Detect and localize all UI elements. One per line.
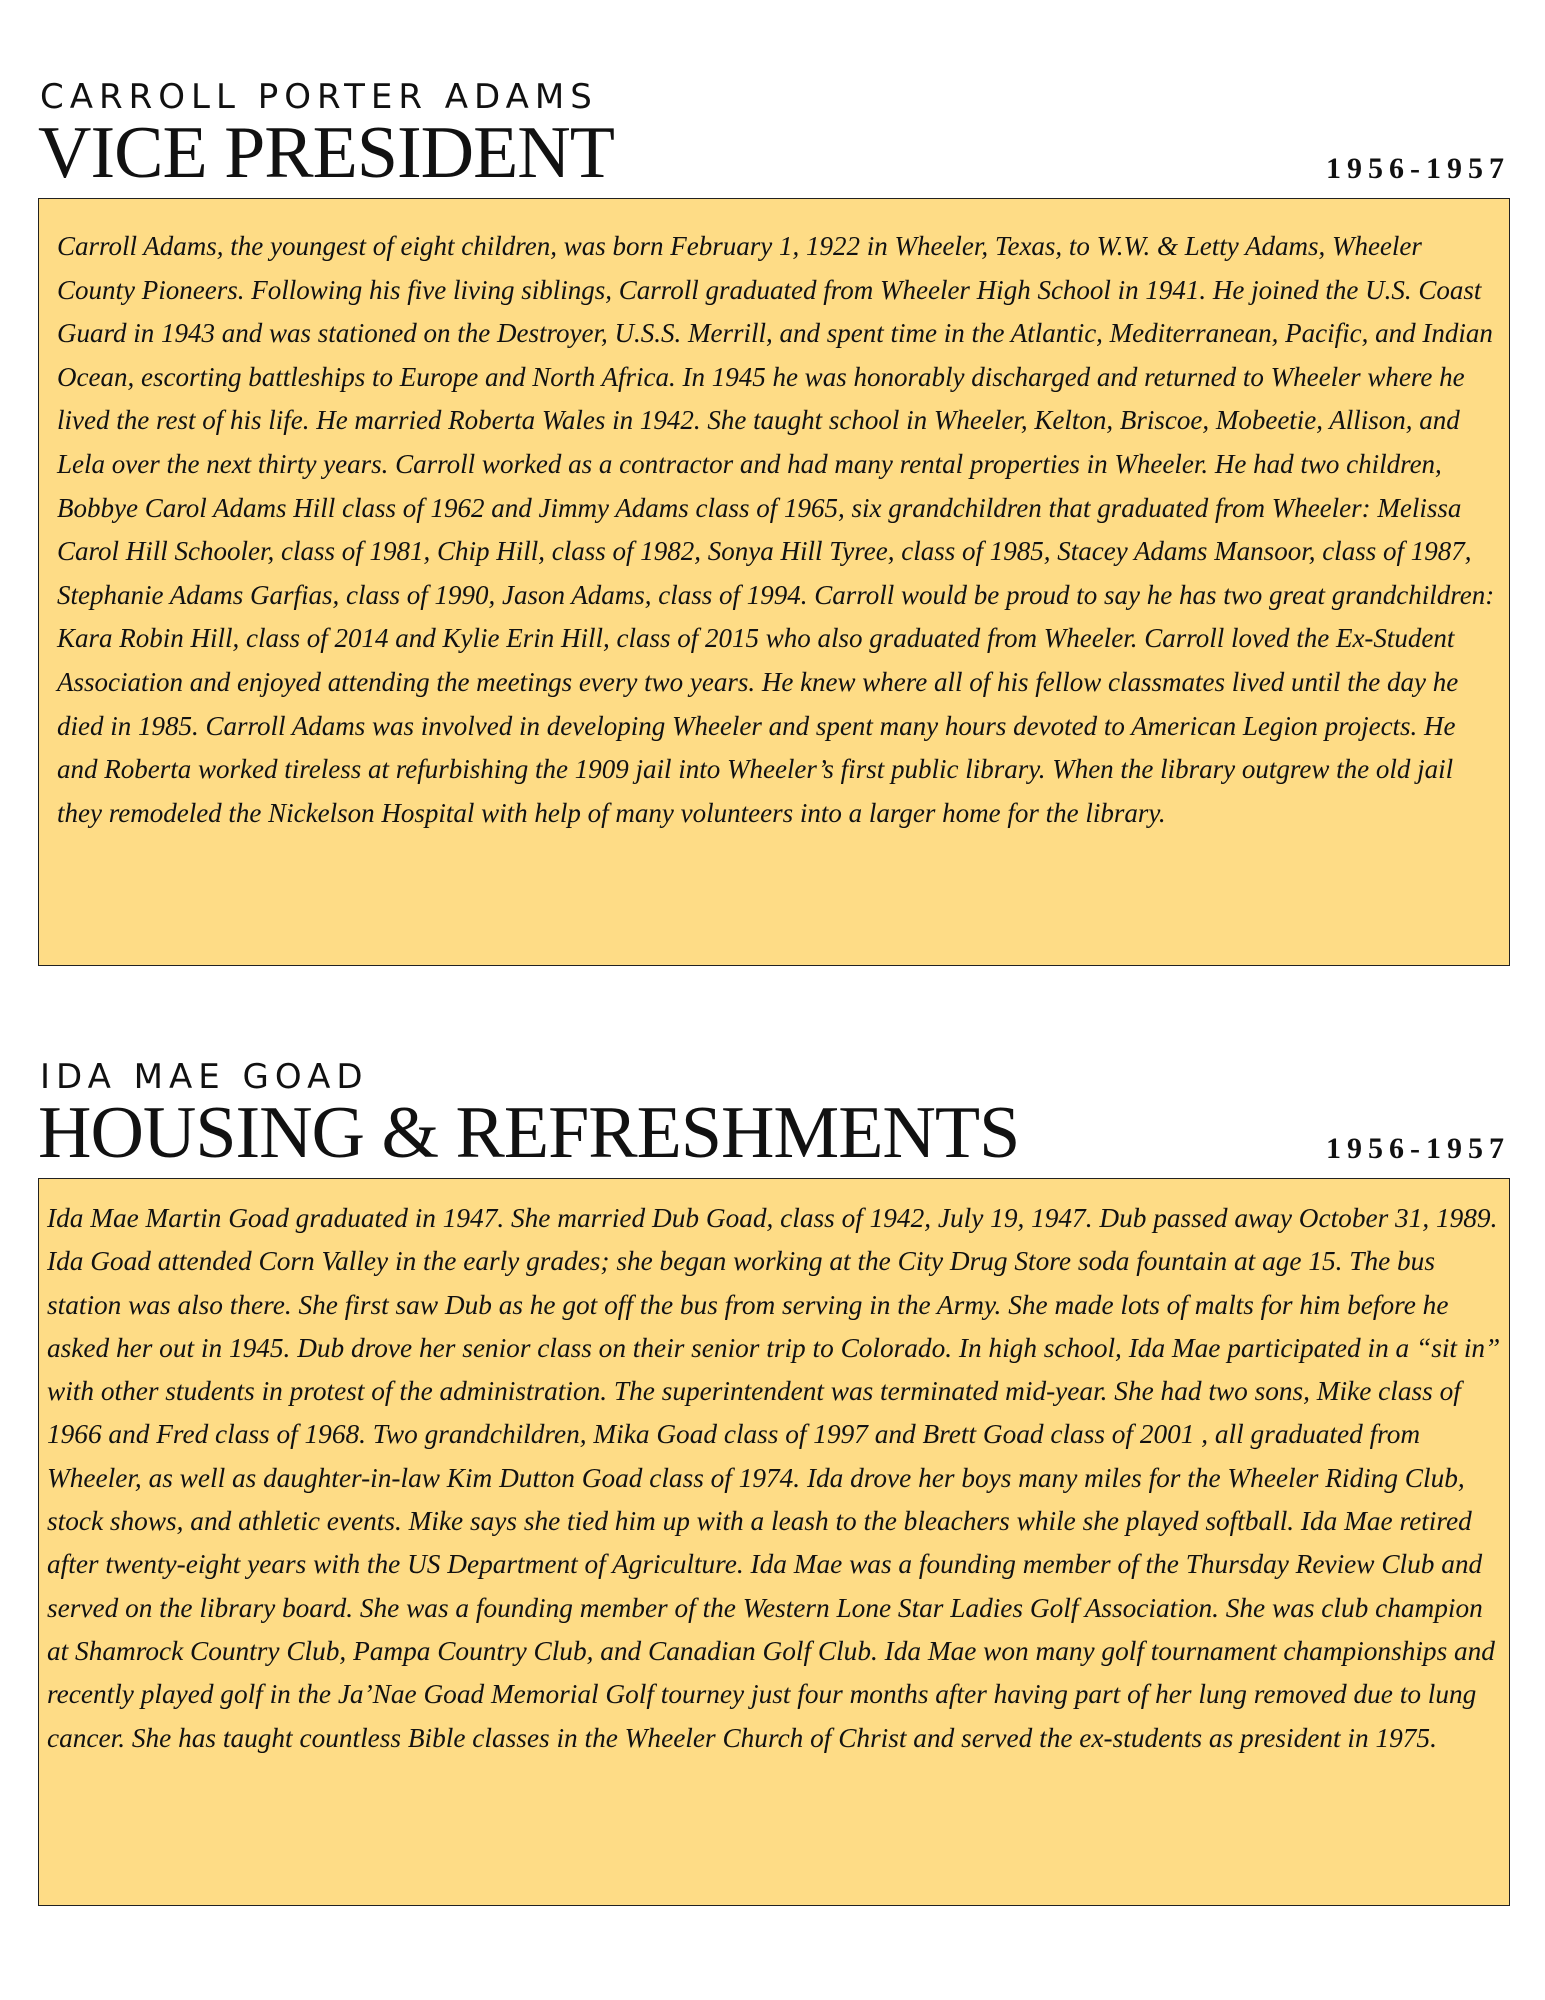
- term-years: 1956-1957: [1326, 1132, 1510, 1165]
- title-row: [38, 114, 1510, 192]
- officer-section-adams: [38, 77, 1510, 966]
- officer-role-title: VICE PRESIDENT: [38, 112, 614, 194]
- biography-box: Carroll Adams, the youngest of eight children, was born February 1, 1922 in Wheeler, Texas, to W.W. & Letty Adams, Wheeler County Pioneers. Following his five living siblings, Carroll graduated from Wheeler High School in 1941. He joined the U.S. Coast Guard in 1943 and was stationed on the Destroyer, U.S.S. Merrill, and spent time in the Atlantic, Mediterranean, Pacific, and Indian Ocean, escorting battleships to Europe and North Africa. In 1945 he was honorably discharged and returned to Wheeler where he lived the rest of his life. He married Roberta Wales in 1942. She taught school in Wheeler, Kelton, Briscoe, Mobeetie, Allison, and Lela over the next thirty years. Carroll worked as a contractor and had many rental properties in Wheeler. He had two children, Bobbye Carol Adams Hill class of 1962 and Jimmy Adams class of 1965, six grandchildren that graduated from Wheeler: Melissa Carol Hill Schooler, class of 1981, Chip Hill, class of 1982, Sonya Hill Tyree, class of 1985, Stacey Adams Mansoor, class of 1987, Stephanie Adams Garfias, class of 1990, Jason Adams, class of 1994. Carroll would be proud to say he has two great grandchildren: Kara Robin Hill, class of 2014 and Kylie Erin Hill, class of 2015 who also graduated from Wheeler. Carroll loved the Ex-Student Association and enjoyed attending the meetings every two years. He knew where all of his fellow classmates lived until the day he died in 1985. Carroll Adams was involved in developing Wheeler and spent many hours devoted to American Legion projects. He and Roberta worked tireless at refurbishing the 1909 jail into Wheeler’s first public library. When the library outgrew the old jail they remodeled the Nickelson Hospital with help of many volunteers into a larger home for the library.: [38, 198, 1510, 966]
- officer-name: IDA MAE GOAD: [40, 1057, 369, 1097]
- title-row: [38, 1094, 1510, 1172]
- term-years: 1956-1957: [1326, 152, 1510, 185]
- officer-role-title: HOUSING & REFRESHMENTS: [38, 1092, 1020, 1174]
- biography-box: Ida Mae Martin Goad graduated in 1947. She married Dub Goad, class of 1942, July 19, 1947. Dub passed away October 31, 1989. Ida Goad attended Corn Valley in the early grades; she began working at the City Drug Store soda fountain at age 15. The bus station was also there. She first saw Dub as he got off the bus from serving in the Army. She made lots of malts for him before he asked her out in 1945. Dub drove her senior class on their senior trip to Colorado. In high school, Ida Mae participated in a “sit in” with other students in protest of the administration. The superintendent was terminated mid-year. She had two sons, Mike class of 1966 and Fred class of 1968. Two grandchildren, Mika Goad class of 1997 and Brett Goad class of 2001 , all graduated from Wheeler, as well as daughter-in-law Kim Dutton Goad class of 1974. Ida drove her boys many miles for the Wheeler Riding Club, stock shows, and athletic events. Mike says she tied him up with a leash to the bleachers while she played softball. Ida Mae retired after twenty-eight years with the US Department of Agriculture. Ida Mae was a founding member of the Thursday Review Club and served on the library board. She was a founding member of the Western Lone Star Ladies Golf Association. She was club champion at Shamrock Country Club, Pampa Country Club, and Canadian Golf Club. Ida Mae won many golf tournament championships and recently played golf in the Ja’Nae Goad Memorial Golf tourney just four months after having part of her lung removed due to lung cancer. She has taught countless Bible classes in the Wheeler Church of Christ and served the ex-students as president in 1975.: [38, 1178, 1510, 1906]
- officer-name: CARROLL PORTER ADAMS: [40, 77, 598, 117]
- officer-section-goad: [38, 1057, 1510, 1906]
